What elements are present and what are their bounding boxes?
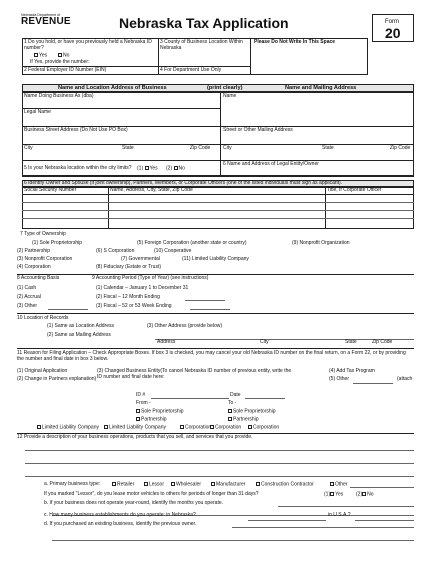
period-12-month[interactable]: (2) Fiscal – 12 Month Ending (96, 294, 160, 300)
q12b-label: b. If your business does not operate year-round, identify the months you operate. (44, 500, 223, 506)
q4-label: 4 For Department Use Only (160, 67, 222, 73)
q1-label: 1 Do you hold, or have you previously held a Nebraska ID number? (24, 39, 152, 51)
type-manufacturer[interactable]: Manufacturer (211, 482, 245, 488)
form-number-box (372, 14, 414, 42)
q12c-label: c. How many business establishments do you operate: in Nebraska? (44, 512, 196, 518)
reason-attach: (attach (397, 376, 413, 382)
records-opt-2[interactable]: (2) Same as Mailing Address (47, 332, 111, 338)
reason-id-label: ID # (136, 392, 146, 398)
ownership-opt-8[interactable]: (8) Fiduciary (Estate or Trust) (96, 264, 162, 270)
ownership-label: 7 Type of Ownership (20, 231, 66, 237)
reason-opt-5[interactable]: (5) Other (329, 376, 350, 382)
from-sole-prop[interactable]: Sole Proprietorship (136, 409, 184, 415)
ownership-opt-2[interactable]: (2) Partnership (17, 248, 51, 254)
period-52-week[interactable]: (3) Fiscal – 52 or 53 Week Ending (96, 303, 172, 309)
q12a-label: a. Primary business type: (44, 481, 101, 487)
to-partnership[interactable]: Partnership (228, 417, 259, 423)
from-llc-b[interactable]: Limited Liability Company (104, 425, 166, 431)
q1-yes[interactable]: Yes (34, 53, 47, 59)
basis-cash[interactable]: (1) Cash (17, 285, 37, 291)
q6-entity-label: 6 Name and Address of Legal Entity/Owner (223, 161, 319, 167)
q5-yes[interactable]: (1) Yes (137, 165, 158, 172)
ownership-opt-6[interactable]: (6) S Corporation (96, 248, 135, 254)
ownership-opt-5[interactable]: (5) Foreign Corporation (another state or country) (137, 240, 247, 246)
q3-label: 3 County of Business Location Within Nebraska (160, 39, 243, 51)
form-label: Form (385, 19, 399, 25)
zip-label: Zip Code (190, 145, 211, 151)
col-name: Name, Address, City, State, Zip Code (110, 187, 193, 193)
mail-name-label: Name (223, 93, 237, 99)
period-calendar[interactable]: (1) Calendar – January 1 to December 31 (96, 285, 189, 291)
page-title: Nebraska Tax Application (119, 15, 289, 31)
ownership-opt-10[interactable]: (10) Cooperative (154, 248, 192, 254)
records-state-label: State (345, 339, 357, 345)
q12c-usa-label: in U.S.A.? (328, 512, 351, 518)
do-not-write-label: Please Do Not Write In This Space (254, 39, 336, 45)
type-construction[interactable]: Construction Contractor (256, 482, 314, 488)
ownership-opt-7[interactable]: (7) Governmental (121, 256, 160, 262)
reason-text: 11 Reason for Filing Application – Check Appropriate Boxes. If box 3 is checked, you may cancel your old Nebraska ID number on the final return, on a Form 22, or by providing the number and final date in box 3 below. (17, 350, 406, 362)
basis-accrual[interactable]: (2) Accrual (17, 294, 41, 300)
legal-name-label: Legal Name (24, 109, 51, 115)
period-label: 9 Accounting Period (Type of Year) (see instructions) (92, 275, 209, 281)
reason-from-label: From - (136, 400, 151, 406)
reason-opt-4[interactable]: (4) Add Tax Program (329, 368, 375, 374)
type-other[interactable]: Other (330, 482, 348, 488)
mailing-header: Name and Mailing Address (285, 85, 357, 91)
form-number: 20 (385, 25, 401, 41)
mail-street-label: Street or Other Mailing Address (223, 127, 293, 133)
q12-label: 12 Provide a description of your business operations, products that you sell, and services that you provide. (17, 434, 253, 440)
reason-opt-2[interactable]: (2) Change in Partners explanation) (17, 376, 97, 382)
records-opt-1[interactable]: (1) Same as Location Address (47, 323, 114, 329)
q5-no[interactable]: (2) No (166, 165, 185, 172)
type-lessor[interactable]: Lessor (144, 482, 164, 488)
from-partnership[interactable]: Partnership (136, 417, 167, 423)
records-addr-label: Address (157, 339, 176, 345)
name-location-header: Name and Location Address of Business (58, 85, 167, 91)
q5-label: 5 Is your Nebraska location within the city limits? (24, 165, 132, 171)
records-opt-3[interactable]: (3) Other Address (provide below) (147, 323, 223, 329)
ownership-opt-3[interactable]: (3) Nonprofit Corporation (17, 256, 73, 262)
records-city-label: City (260, 339, 269, 345)
q1-if-yes: If Yes, provide the number: (30, 59, 90, 65)
reason-opt-1[interactable]: (1) Original Application (17, 368, 68, 374)
to-corporation-b[interactable]: Corporation (248, 425, 279, 431)
col-title: Title, If Corporate Officer (327, 187, 382, 193)
state-label: State (122, 145, 134, 151)
to-corporation-a[interactable]: Corporation (210, 425, 241, 431)
dept-logo (21, 13, 79, 27)
print-clearly: (print clearly) (207, 85, 243, 91)
lessor-no[interactable]: (2) No (356, 491, 374, 498)
owners-instruction: 6 Identify Owner and Spouse (if joint ownership), Partners, Members, or Corporate Officers (one of the listed individuals must sign as applicant). (24, 180, 343, 186)
q12d-label: d. If you purchased an existing business, identify the previous owner. (44, 521, 197, 527)
ownership-opt-9[interactable]: (9) Nonprofit Organization (292, 240, 350, 246)
from-llc-a[interactable]: Limited Liability Company (37, 425, 99, 431)
basis-label: 8 Accounting Basis (17, 275, 60, 281)
reason-opt-3[interactable]: (3) Changed Business Entity(To cancel Nebraska ID number of previous entity, write the ID number and final date here: (97, 368, 292, 380)
type-retailer[interactable]: Retailer (112, 482, 134, 488)
mail-state-label: State (322, 145, 334, 151)
lessor-question: If you marked "Lessor", do you lease motor vehicles to others for periods of longer than 31 days? (44, 491, 259, 497)
q1-no[interactable]: No (58, 53, 69, 59)
dept-big-text: REVENUE (21, 16, 71, 28)
from-corporation[interactable]: Corporation (180, 425, 211, 431)
city-label: City (24, 145, 33, 151)
dba-label: Name Doing Business As (dba) (24, 93, 94, 99)
basis-other[interactable]: (3) Other (17, 303, 38, 309)
records-label: 10 Location of Records (17, 315, 69, 321)
reason-date-label: Date (230, 392, 241, 398)
ownership-opt-4[interactable]: (4) Corporation (17, 264, 51, 270)
lessor-yes[interactable]: (1) Yes (324, 491, 344, 498)
name-grid (22, 92, 414, 176)
type-wholesaler[interactable]: Wholesaler (171, 482, 201, 488)
col-ssn: Social Security Number (24, 187, 77, 193)
mail-zip-label: Zip Code (390, 145, 411, 151)
reason-to-label: To - (228, 400, 237, 406)
ownership-opt-11[interactable]: (11) Limited Liability Company (182, 256, 249, 262)
street-label: Business Street Address (Do Not Use PO Box) (24, 127, 128, 133)
mail-city-label: City (223, 145, 232, 151)
dept-small-text: Nebraska Department of (21, 13, 61, 17)
q2-label: 2 Federal Employer ID Number (EIN) (24, 67, 107, 73)
records-zip-label: Zip Code (372, 339, 393, 345)
ownership-opt-1[interactable]: (1) Sole Proprietorship (32, 240, 83, 246)
to-sole-prop[interactable]: Sole Proprietorship (228, 409, 276, 415)
